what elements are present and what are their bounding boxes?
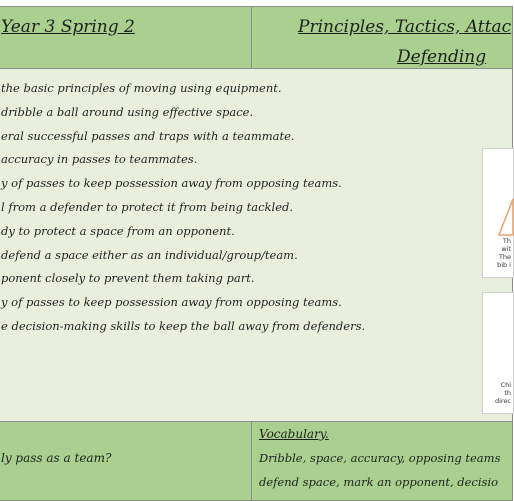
header-right-cell	[251, 6, 513, 69]
objective-item: dy to protect a space from an opponent.	[1, 223, 235, 238]
vocabulary-line: defend space, mark an opponent, decisio	[259, 475, 499, 489]
objective-item: dribble a ball around using effective space.	[1, 104, 254, 119]
topic-title-line1: Principles, Tactics, Attac	[298, 17, 512, 37]
objective-item: ponent closely to prevent them taking part.	[1, 271, 255, 286]
diagram-image-top	[482, 148, 514, 278]
key-question-cell	[0, 421, 252, 501]
diagram-image-bottom	[482, 292, 514, 414]
vocabulary-cell	[251, 421, 513, 501]
objective-item: accuracy in passes to teammates.	[1, 152, 198, 167]
objective-item: y of passes to keep possession away from opposing teams.	[1, 295, 342, 310]
objective-item: defend a space either as an individual/group/team.	[1, 247, 298, 262]
objective-item: l from a defender to protect it from being tackled.	[1, 199, 294, 214]
image-caption-top: Th wit The bib i	[497, 237, 511, 269]
objective-item: the basic principles of moving using equipment.	[1, 81, 282, 95]
image-caption-bottom: Chi th direc	[494, 381, 511, 405]
objective-item: y of passes to keep possession away from opposing teams.	[1, 176, 342, 191]
vocabulary-line: Dribble, space, accuracy, opposing teams	[259, 451, 501, 465]
objectives-list	[1, 77, 365, 339]
unit-title: Year 3 Spring 2	[1, 17, 135, 37]
vocabulary-title: Vocabulary.	[259, 427, 329, 441]
key-question: ly pass as a team?	[1, 451, 112, 465]
topic-title-line2: Defending	[397, 47, 487, 67]
objectives-panel	[0, 68, 513, 422]
objective-item: eral successful passes and traps with a teammate.	[1, 128, 295, 143]
header-left-cell	[0, 6, 252, 69]
objective-item: e decision-making skills to keep the ball away from defenders.	[1, 318, 366, 333]
